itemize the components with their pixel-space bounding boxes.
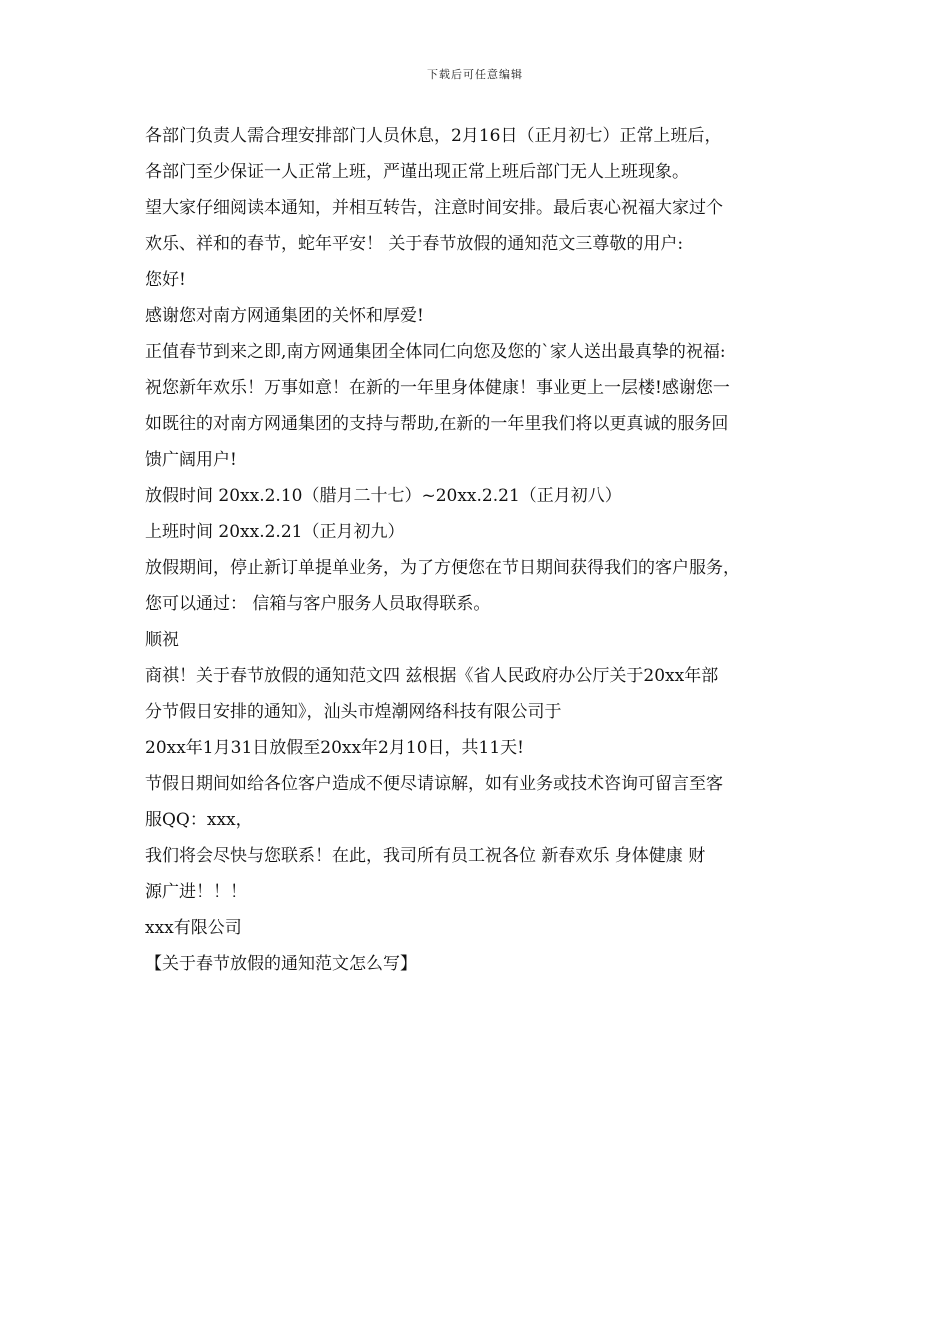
text-line: 20xx年1月31日放假至20xx年2月10日，共11天!	[145, 738, 524, 758]
text-line: 商祺！关于春节放假的通知范文四 兹根据《省人民政府办公厅关于20xx年部	[145, 666, 719, 686]
document-footer-title: 【关于春节放假的通知范文怎么写】	[145, 954, 417, 974]
text-line: xxx有限公司	[145, 918, 242, 938]
text-line: 放假期间，停止新订单提单业务，为了方便您在节日期间获得我们的客户服务，	[145, 558, 740, 578]
text-line: 服QQ：xxx，	[145, 810, 253, 830]
text-line: 正值春节到来之即,南方网通集团全体同仁向您及您的`家人送出最真挚的祝福:	[145, 342, 726, 362]
text-line: 您好!	[145, 270, 186, 290]
text-line: 望大家仔细阅读本通知，并相互转告，注意时间安排。最后衷心祝福大家过个	[145, 198, 723, 218]
text-line: 源广进！！！	[145, 882, 247, 902]
text-line: 祝您新年欢乐！万事如意！在新的一年里身体健康！事业更上一层楼!感谢您一	[145, 378, 730, 398]
text-line: 放假时间 20xx.2.10（腊月二十七）~20xx.2.21（正月初八）	[145, 486, 622, 506]
text-line: 节假日期间如给各位客户造成不便尽请谅解，如有业务或技术咨询可留言至客	[145, 774, 723, 794]
text-line: 上班时间 20xx.2.21（正月初九）	[145, 522, 405, 542]
text-line: 各部门至少保证一人正常上班，严谨出现正常上班后部门无人上班现象。	[145, 162, 689, 182]
page-header: 下载后可任意编辑	[427, 68, 523, 81]
text-line: 馈广阔用户!	[145, 450, 237, 470]
text-line: 欢乐、祥和的春节，蛇年平安！ 关于春节放假的通知范文三尊敬的用户:	[145, 234, 684, 254]
text-line: 感谢您对南方网通集团的关怀和厚爱!	[145, 306, 424, 326]
text-line: 分节假日安排的通知》，汕头市煌潮网络科技有限公司于	[145, 702, 562, 722]
text-line: 各部门负责人需合理安排部门人员休息，2月16日（正月初七）正常上班后，	[145, 126, 722, 146]
document-body	[145, 118, 825, 982]
text-line: 顺祝	[145, 630, 179, 650]
text-line: 您可以通过： 信箱与客户服务人员取得联系。	[145, 594, 491, 614]
text-line: 我们将会尽快与您联系！在此，我司所有员工祝各位 新春欢乐 身体健康 财	[145, 846, 706, 866]
text-line: 如既往的对南方网通集团的支持与帮助,在新的一年里我们将以更真诚的服务回	[145, 414, 729, 434]
